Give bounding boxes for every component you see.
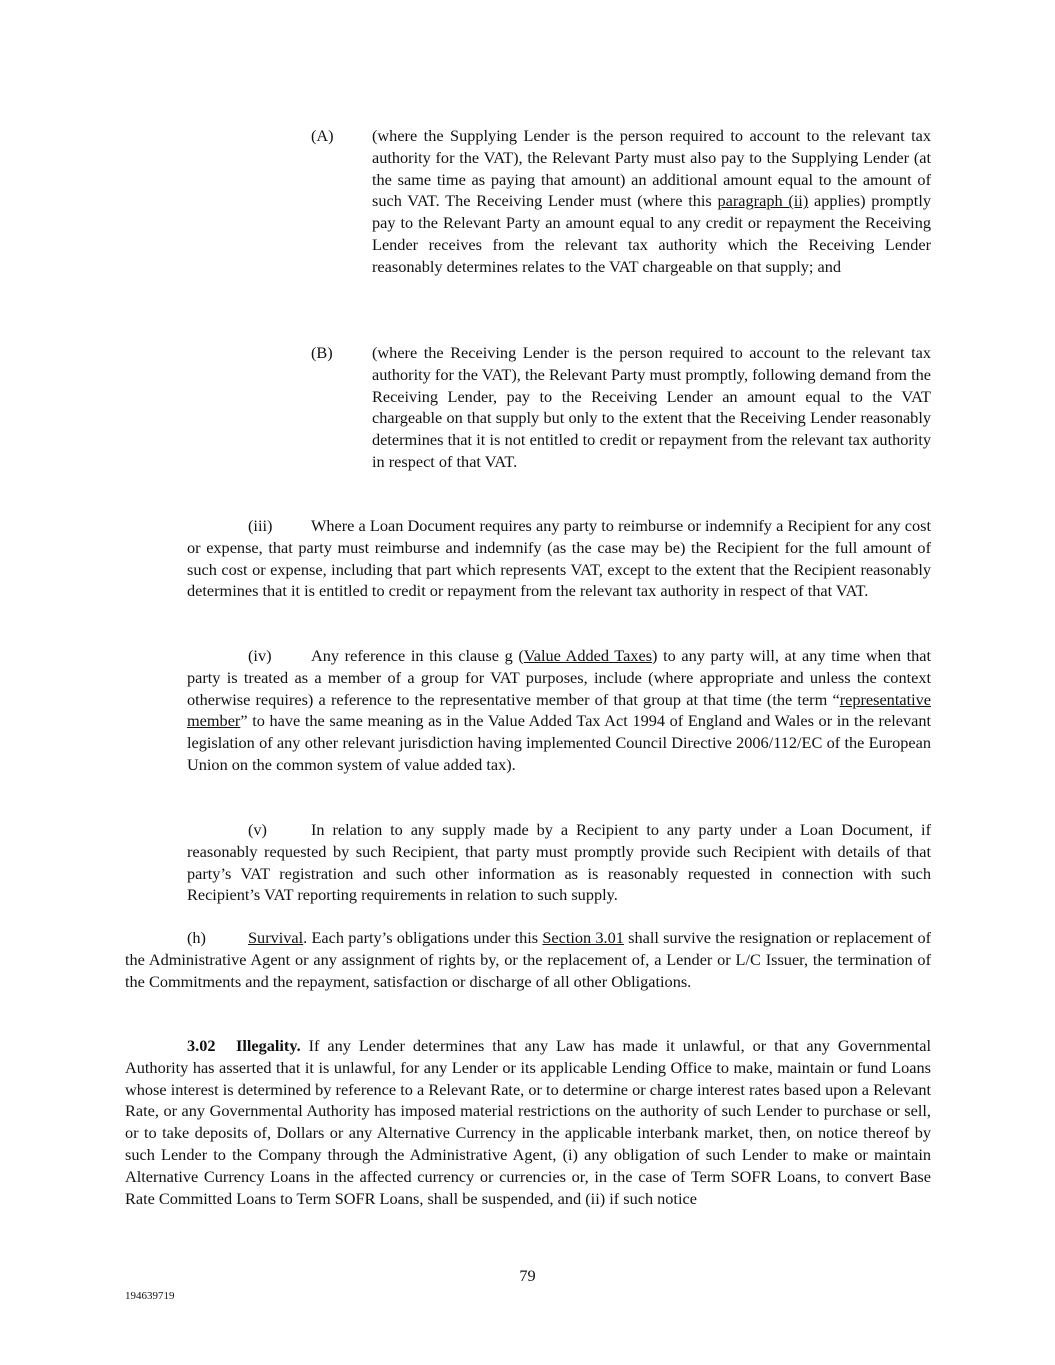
item-iv-label: (iv) xyxy=(248,646,272,665)
section-3-02 xyxy=(125,1035,931,1209)
representative-member-term: representative member xyxy=(187,689,931,731)
section-3-02-text: 3.02 Illegality. If any Lender determines that any Law has made it unlawful, or that any Governmental Authority has asserted that it is unlawful, for any Lender or its applicable Lending Office to make, maintain or fund Loans whose interest is determined by reference to a Relevant Rate, or to determine or charge interest rates based upon a Relevant Rate, or any Governmental Authority has imposed material restrictions on the authority of such Lender to purchase or sell, or to take deposits of, Dollars or any Alternative Currency in the applicable interbank market, then, on notice thereof by such Lender to the Company through the Administrative Agent, (i) any obligation of such Lender to make or maintain Alternative Currency Loans in the affected currency or currencies or, in the case of Term SOFR Loans, to convert Base Rate Committed Loans to Term SOFR Loans, shall be suspended, and (ii) if such notice xyxy=(125,1036,931,1208)
item-iii xyxy=(187,515,931,602)
item-iv xyxy=(187,645,931,776)
document-id: 194639719 xyxy=(125,1290,175,1302)
value-added-taxes-link: Value Added Taxes xyxy=(523,646,653,665)
item-b xyxy=(372,342,931,473)
item-a-label: (A) xyxy=(311,126,334,145)
page-number: 79 xyxy=(519,1266,536,1285)
item-iii-text: (iii) Where a Loan Document requires any party to reimburse or indemnify a Recipient for any cost or expense, that party must reimburse and indemnify (as the case may be) the Recipient for the full amount of such cost or expense, including that part which represents VAT, except to the extent that the Recipient reasonably determines that it is entitled to credit or repayment from the relevant tax authority in respect of that VAT. xyxy=(187,516,931,601)
survival-heading: Survival xyxy=(248,928,304,947)
paragraph-ii-link: paragraph (ii) xyxy=(717,191,809,211)
section-heading: Illegality. xyxy=(236,1036,301,1055)
item-b-text: (where the Receiving Lender is the person required to account to the relevant tax authority for the VAT), the Relevant Party must promptly, following demand from the Receiving Lender, pay to the Receiving Lender an amount equal to the VAT chargeable on that supply but only to the extent that the Receiving Lender reasonably determines that it is not entitled to credit or repayment from the relevant tax authority in respect of that VAT. xyxy=(372,343,931,471)
item-h xyxy=(125,927,931,992)
item-v-text: (v) In relation to any supply made by a Recipient to any party under a Loan Document, if reasonably requested by such Recipient, that party must promptly provide such Recipient with details of that party’s VAT registration and such other information as is reasonably requested in connection with such Recipient’s VAT reporting requirements in relation to such supply. xyxy=(187,820,931,905)
section-number: 3.02 xyxy=(187,1036,216,1055)
item-h-label: (h) xyxy=(187,928,206,947)
item-iv-text: (iv) Any reference in this clause g (Value Added Taxes) to any party will, at any time when that party is treated as a member of a group for VAT purposes, include (where appropriate and unless the context otherwise requires) a reference to the representative member of that group at that time (the term “representative member” to have the same meaning as in the Value Added Tax Act 1994 of England and Wales or in the relevant legislation of any other relevant jurisdiction having implemented Council Directive 2006/112/EC of the European Union on the common system of value added tax). xyxy=(187,646,931,774)
item-h-text: (h) Survival. Each party’s obligations under this Section 3.01 shall survive the resignation or replacement of the Administrative Agent or any assignment of rights by, or the replacement of, a Lender or L/C Issuer, the termination of the Commitments and the repayment, satisfaction or discharge of all other Obligations. xyxy=(125,928,932,991)
section-3-01-link: Section 3.01 xyxy=(542,928,624,947)
item-v xyxy=(187,819,931,906)
item-a-text: (where the Supplying Lender is the person required to account to the relevant tax authority for the VAT), the Relevant Party must also pay to the Supplying Lender (at the same time as paying that amount) an additional amount equal to the amount of such VAT. The Receiving Lender must (where this paragraph (ii) applies) promptly pay to the Relevant Party an amount equal to any credit or repayment the Receiving Lender receives from the relevant tax authority which the Receiving Lender reasonably determines relates to the VAT chargeable on that supply; and xyxy=(372,126,931,276)
item-v-label: (v) xyxy=(248,820,267,839)
item-iii-label: (iii) xyxy=(248,516,273,535)
item-b-label: (B) xyxy=(311,343,333,362)
item-a xyxy=(372,125,931,278)
